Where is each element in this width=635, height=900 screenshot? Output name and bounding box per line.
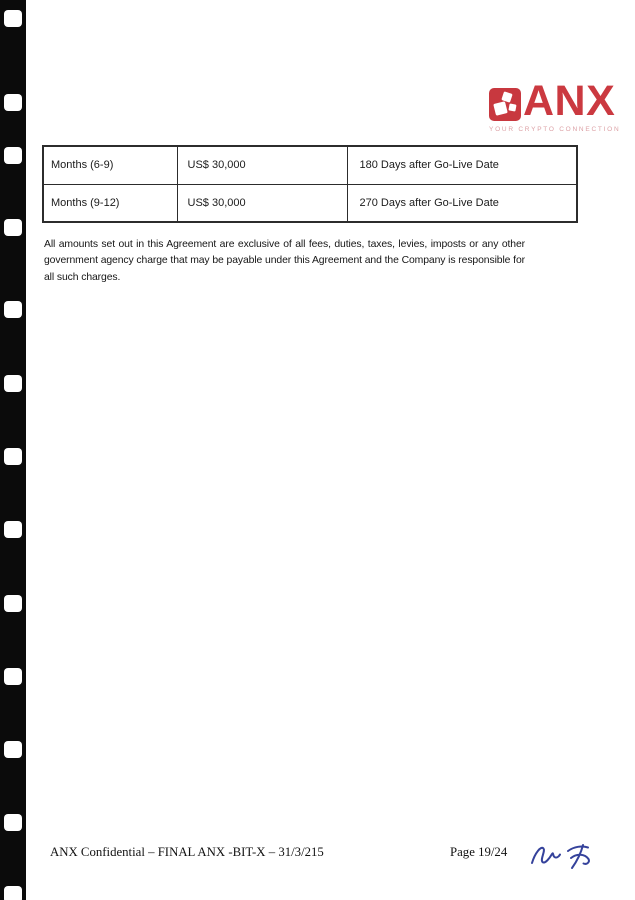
table-row <box>43 146 577 184</box>
binder-hole <box>4 886 22 900</box>
binder-hole <box>4 814 22 831</box>
binder-hole <box>4 448 22 465</box>
binder-hole <box>4 219 22 236</box>
binder-hole <box>4 741 22 758</box>
due-date-cell: 180 Days after Go-Live Date <box>347 146 577 184</box>
handwritten-initials <box>528 840 600 876</box>
binder-hole <box>4 668 22 685</box>
binder-hole <box>4 147 22 164</box>
footer-confidential-text: ANX Confidential – FINAL ANX -BIT-X – 31/3/215 <box>50 845 324 859</box>
amount-cell: US$ 30,000 <box>177 146 347 184</box>
due-date-cell: 270 Days after Go-Live Date <box>347 184 577 222</box>
binder-hole <box>4 301 22 318</box>
anx-logo-tagline: YOUR CRYPTO CONNECTION <box>489 126 621 133</box>
binder-hole <box>4 10 22 27</box>
anx-logo-text: ANX <box>523 77 616 125</box>
binder-hole <box>4 375 22 392</box>
table-row <box>43 184 577 222</box>
binder-hole <box>4 521 22 538</box>
period-cell: Months (9-12) <box>43 184 177 222</box>
footer-page-number: Page 19/24 <box>450 845 508 859</box>
binder-hole <box>4 595 22 612</box>
fee-schedule-table <box>42 145 578 223</box>
anx-logo-mark-icon <box>489 88 521 121</box>
agreement-clause-paragraph: All amounts set out in this Agreement are exclusive of all fees, duties, taxes, levies, imposts or any other government agency charge that may be payable under this Agreement and the Company is responsible for all such charges. <box>44 239 525 283</box>
binding-edge <box>0 0 26 900</box>
period-cell: Months (6-9) <box>43 146 177 184</box>
binder-hole <box>4 94 22 111</box>
amount-cell: US$ 30,000 <box>177 184 347 222</box>
